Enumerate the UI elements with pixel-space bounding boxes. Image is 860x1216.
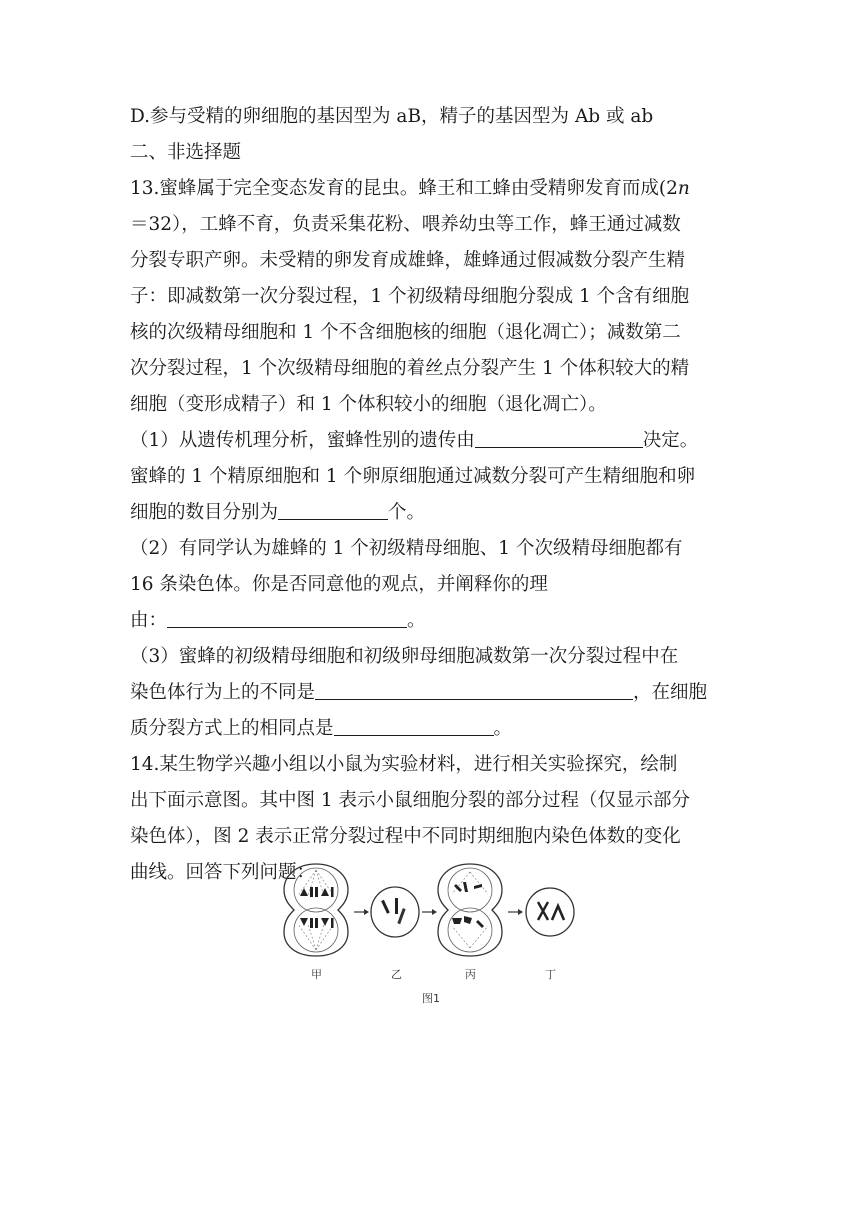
subquestion-1-suffix: 个。 [388, 502, 426, 523]
subquestion-3-line: （3）蜜蜂的初级精母细胞和初级卵母细胞减数第一次分裂过程中在 [130, 646, 679, 667]
question-13-line: 分裂专职产卵。未受精的卵发育成雄蜂，雄蜂通过假减数分裂产生精 [130, 250, 686, 271]
figure-label-ding: 丁 [545, 968, 556, 981]
question-13-line: 细胞（变形成精子）和 1 个体积较小的细胞（退化凋亡）。 [130, 394, 607, 415]
cell-yi [371, 887, 419, 937]
question-13-line: 次分裂过程，1 个次级精母细胞的着丝点分裂产生 1 个体积较大的精 [130, 358, 690, 379]
figure-label-yi: 乙 [391, 968, 402, 981]
option-d-text: D.参与受精的卵细胞的基因型为 aB，精子的基因型为 Ab 或 ab [130, 106, 654, 127]
figure-caption: 图1 [422, 992, 440, 1005]
question-13-line: ＝32），工蜂不育，负责采集花粉、喂养幼虫等工作，蜂王通过减数 [130, 214, 681, 235]
subquestion-3-line [130, 676, 707, 710]
variable-n: n [677, 178, 690, 199]
cell-ding [526, 888, 574, 936]
question-13-line: 子：即减数第一次分裂过程，1 个初级精母细胞分裂成 1 个含有细胞 [130, 286, 690, 307]
answer-blank-reason[interactable] [167, 605, 407, 628]
answer-blank-chromosome-behavior[interactable] [315, 677, 633, 700]
subquestion-2-line: （2）有同学认为雄蜂的 1 个初级精母细胞、1 个次级精母细胞都有 [130, 538, 683, 559]
subquestion-2-line: 16 条染色体。你是否同意他的观点，并阐释你的理 [130, 574, 548, 595]
question-13-line [130, 172, 690, 206]
figure-label-jia: 甲 [311, 968, 322, 981]
question-14-line: 14.某生物学兴趣小组以小鼠为实验材料，进行相关实验探究，绘制 [130, 754, 678, 775]
subquestion-1-line [130, 496, 425, 530]
question-13-line: 核的次级精母细胞和 1 个不含细胞核的细胞（退化凋亡）；减数第二 [130, 322, 681, 343]
answer-blank-sex-determination[interactable] [475, 425, 643, 448]
question-14-line: 染色体），图 2 表示正常分裂过程中不同时期细胞内染色体数的变化 [130, 826, 681, 847]
subquestion-1-text: 细胞的数目分别为 [130, 502, 279, 523]
answer-blank-cytoplasm-division[interactable] [334, 713, 494, 736]
cell-bing [438, 864, 502, 956]
arrow-icon [518, 909, 523, 915]
subquestion-1-suffix: 决定。 [642, 430, 699, 451]
subquestion-1-line: 蜜蜂的 1 个精原细胞和 1 个卵原细胞通过减数分裂可产生精细胞和卵 [130, 466, 696, 487]
arrow-icon [432, 909, 437, 915]
section-heading: 二、非选择题 [130, 142, 242, 163]
subquestion-2-text: 由： [130, 610, 168, 631]
subquestion-2-suffix: 。 [407, 610, 426, 631]
answer-blank-cell-count[interactable] [278, 497, 388, 520]
cell-division-figure [280, 860, 580, 1010]
cell-jia [284, 864, 348, 956]
subquestion-3-suffix: 。 [493, 718, 513, 739]
arrow-icon [364, 909, 369, 915]
subquestion-3-text: 质分裂方式上的相同点是 [130, 718, 334, 739]
question-14-line: 曲线。回答下列问题： [130, 862, 316, 883]
question-13-text: 13.蜜蜂属于完全变态发育的昆虫。蜂王和工蜂由受精卵发育而成(2 [130, 178, 678, 199]
subquestion-1-text: （1）从遗传机理分析，蜜蜂性别的遗传由 [130, 430, 475, 451]
subquestion-3-text: ，在细胞 [633, 682, 708, 703]
subquestion-2-line [130, 604, 426, 638]
figure-label-bing: 丙 [465, 968, 476, 981]
subquestion-1-line [130, 424, 698, 458]
subquestion-3-text: 染色体行为上的不同是 [130, 682, 316, 703]
question-14-line: 出下面示意图。其中图 1 表示小鼠细胞分裂的部分过程（仅显示部分 [130, 790, 691, 811]
subquestion-3-line [130, 712, 512, 746]
